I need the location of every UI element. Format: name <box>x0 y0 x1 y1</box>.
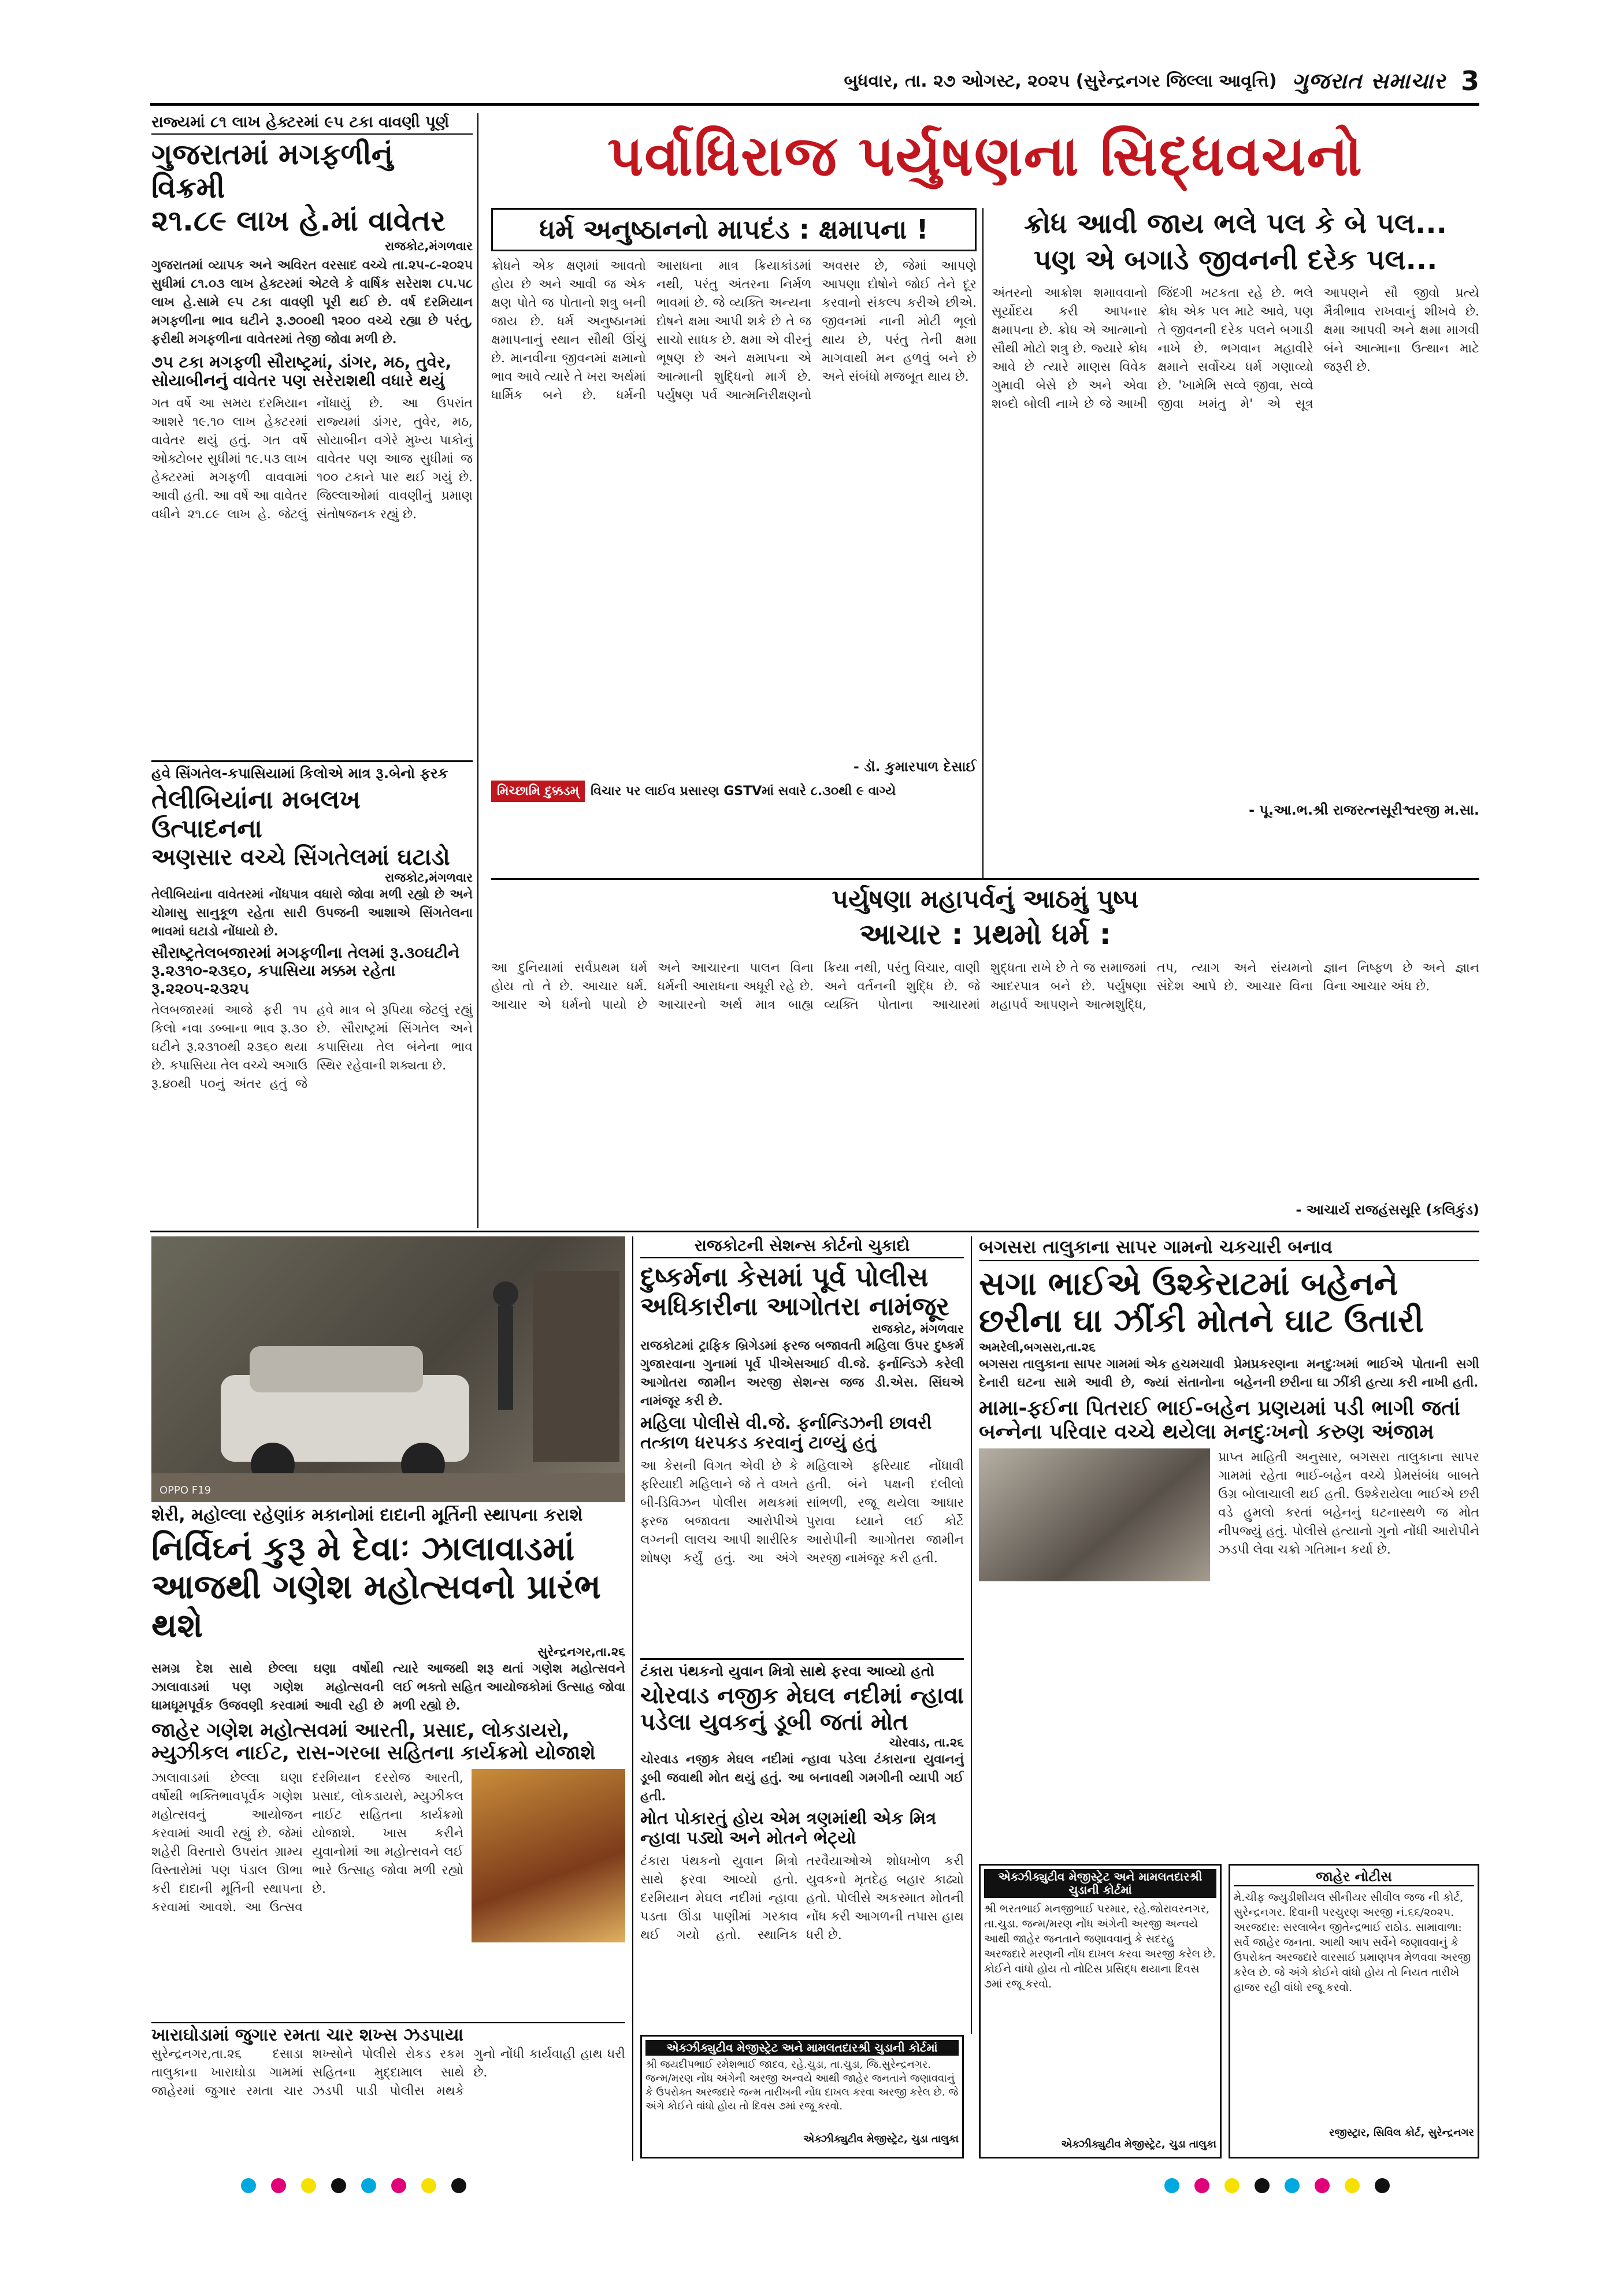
ganesh-lead: સમગ્ર દેશ સાથે છેલ્લા ઘણા વર્ષોથી ઝાલાવાડમાં પણ ગણેશ મહોત્સવની ધામધૂમપૂર્વક ઉજવણી કરવામાં આવી રહી છે ત્યારે આજથી શરૂ થતાં ગણેશ મહોત્સવને લઈ ભક્તો સહિત આયોજકોમાં ઉત્સાહ જોવા મળી રહ્યો છે. <box>151 1660 625 1713</box>
mid-right-divider <box>982 208 984 878</box>
oilseeds-subhead: સૌરાષ્ટ્રતેલબજારમાં મગફળીના તેલમાં રૂ.૩૦ઘટીને રૂ.૨૩૧૦-૨૩૬૦, કપાસિયા મક્કમ રહેતા રૂ.૨૨૦૫-૨૩૨૫ <box>151 943 460 998</box>
registration-dot-black-3 <box>1255 2178 1270 2193</box>
notice-chuda-2-footer: એક્ઝીક્યુટીવ મેજીસ્ટ્રેટ, ચુડા તાલુકા <box>1061 2138 1216 2150</box>
registration-dot-magenta-4 <box>1315 2178 1330 2193</box>
paryushan-story <box>491 885 1479 1226</box>
groundnut-dateline: રાજકોટ,મંગળવાર <box>385 239 473 253</box>
bagasara-headline-2: છરીના ઘા ઝીંકી મોતને ઘાટ ઉતારી <box>979 1302 1424 1340</box>
paryushan-headline-2: આચાર : પ્રથમો ધર્મ : <box>859 917 1111 951</box>
court-body: આ કેસની વિગત એવી છે કે ફરિયાદી મહિલાને જે તે વખતે બી-ડિવિઝન પોલીસ મથકમાં ફરજ બજાવતા આરોપીએ લગ્નની લાલચ આપી શારીરિક શોષણ કર્યું હતું. આ અંગે મહિલાએ ફરિયાદ નોંધાવી હતી. બંને પક્ષની દલીલો સાંભળી, રજૂ થયેલા આધાર પુરાવા ધ્યાને લઈ કોર્ટે આરોપીની આગોતરા જામીન અરજી નામંજૂર કરી હતી. <box>640 1458 964 1566</box>
groundnut-story <box>151 113 473 755</box>
gamble-body: સુરેન્દ્રનગર,તા.૨૬ દસાડા તાલુકાના ખારાઘોડા ગામમાં જાહેરમાં જુગાર રમતા ચાર શખ્સોને પોલીસે રોકડ રકમ સહિતના મુદ્દામાલ સાથે ઝડપી પાડી પોલીસ મથકે ગુનો નોંધી કાર્યવાહી હાથ ધરી છે. <box>151 2047 625 2099</box>
notice-court-public-header: જાહેર નોટીસ <box>1234 1869 1474 1886</box>
krodh-headline-2: પણ એ બગાડે જીવનની દરેક પલ... <box>1033 244 1438 277</box>
krodh-story <box>992 208 1479 878</box>
krodh-byline: - પૂ.આ.ભ.શ્રી રાજરત્નસૂરીશ્વરજી મ.સા. <box>1249 802 1479 819</box>
bagasara-headline-1: સગા ભાઈએ ઉશ્કેરાટમાં બહેનને <box>979 1265 1398 1303</box>
groundnut-kicker: રાજ્યમાં ૮૧ લાખ હેક્ટરમાં ૯૫ ટકા વાવણી પૂર્ણ <box>151 113 473 135</box>
court-lead: રાજકોટમાં ટ્રાફિક બ્રિગેડમાં ફરજ બજાવતી મહિલા ઉપર દુષ્કર્મ ગુજારવાના ગુનામાં પૂર્વ પીએસઆઈ વી.જે. ફર્નાન્ડિઝે કરેલી આગોતરા જામીન અરજી સેશન્સ જજ ડી.એસ. સિંઘએ નામંજૂર કરી છે. <box>640 1338 964 1409</box>
notice-court-public-body: મે.ચીફ જ્યુડીશીયલ સીનીયર સીવીલ જજ ની કોર્ટ, સુરેન્દ્રનગર. દિવાની પરચુરણ અરજી નં.૬૬/૨૦૨૫. અરજદાર: સરલાબેન જીતેન્દ્રભાઈ રાઠોડ. સામાવાળા: સર્વે જાહેર જનતા. આથી આપ સર્વેને જણાવવાનું કે ઉપરોક્ત અરજદારે વારસાઈ પ્રમાણપત્ર મેળવવા અરજી કરેલ છે. જે અંગે કોઈને વાંધો હોય તો નિયત તારીખે હાજર રહી વાંધો રજૂ કરવો. <box>1234 1890 1471 1994</box>
drown-dateline: ચોરવાડ, તા.૨૬ <box>889 1735 964 1749</box>
registration-dot-black-2 <box>451 2178 466 2193</box>
registration-dot-magenta <box>271 2178 286 2193</box>
oilseeds-lead: તેલીબિયાંના વાવેતરમાં નોંધપાત્ર વધારો જોવા મળી રહ્યો છે અને ચોમાસુ સાનુકૂળ રહેતા સારી ઉપજની આશાએ સિંગતેલના ભાવમાં ઘટાડો નોંધાયો છે. <box>151 886 473 939</box>
registration-dot-cyan-3 <box>1164 2178 1179 2193</box>
registration-dot-cyan-4 <box>1285 2178 1300 2193</box>
notice-chuda-1-footer: એક્ઝીક્યુટીવ મેજીસ્ટ્રેટ, ચુડા તાલુકા <box>803 2133 959 2145</box>
notice-chuda-2-body: શ્રી ભરતભાઈ મનજીભાઈ પરમાર, રહે.જોરાવરનગર, તા.ચુડા. જન્મ/મરણ નોંધ અંગેની અરજી અન્વયે આથી જાહેર જનતાને જણાવવાનું કે સદરહુ અરજદારે મરણની નોંધ દાખલ કરવા અરજી કરેલ છે. કોઈને વાંધો હોય તો નોટિસ પ્રસિદ્ધ થયાના દિવસ ૭માં રજૂ કરવો. <box>984 1903 1216 1990</box>
ganesh-pandal-photo <box>472 1769 625 1942</box>
ganesh-kicker: શેરી, મહોલ્લા રહેણાંક મકાનોમાં દાદાની મૂર્તિની સ્થાપના કરાશે <box>151 1506 583 1525</box>
masthead <box>751 64 1479 98</box>
notice-court-public <box>1229 1864 1479 2158</box>
lower-section-rule <box>150 1231 1479 1232</box>
banner <box>491 113 1479 200</box>
groundnut-headline-1: ગુજરાતમાં મગફળીનું વિક્રમી <box>151 138 394 205</box>
ganesh-subhead: જાહેર ગણેશ મહોત્સવમાં આરતી, પ્રસાદ, લોકડાયરો, મ્યુઝીકલ નાઈટ, રાસ-ગરબા સહિતના કાર્યક્રમો યોજાશે <box>151 1718 596 1764</box>
registration-dot-black-4 <box>1375 2178 1390 2193</box>
court-dateline: રાજકોટ, મંગળવાર <box>871 1321 964 1336</box>
registration-dot-cyan-2 <box>361 2178 376 2193</box>
registration-dot-yellow-3 <box>1224 2178 1240 2193</box>
notice-chuda-2-header: એક્ઝીક્યુટીવ મેજીસ્ટ્રેટ અને મામલતદારશ્રી ચુડાની કોર્ટમાં <box>984 1869 1216 1898</box>
street-photo-art <box>151 1236 625 1502</box>
ganesh-body: ઝાલાવાડમાં છેલ્લા ઘણા વર્ષોથી ભક્તિભાવપૂર્વક ગણેશ મહોત્સવનું આયોજન કરવામાં આવી રહ્યું છે. જેમાં શહેરી વિસ્તારો ઉપરાંત ગ્રામ્ય વિસ્તારોમાં પણ પંડાલ ઊભા કરી દાદાની મૂર્તિની સ્થાપના કરવામાં આવશે. આ ઉત્સવ દરમિયાન દરરોજ આરતી, પ્રસાદ, લોકડાયરો, મ્યુઝીકલ નાઈટ સહિતના કાર્યક્રમો યોજાશે. ખાસ કરીને યુવાનોમાં આ મહોત્સવને લઈ ભારે ઉત્સાહ જોવા મળી રહ્યો છે. <box>151 1770 463 1915</box>
oilseeds-headline-2: અણસાર વચ્ચે સિંગતેલમાં ઘટાડો <box>151 844 450 871</box>
bagasara-story <box>979 1236 1479 1860</box>
banner-title: પર્વાધિરાજ પર્યુષણના સિદ્ધવચનો <box>607 124 1363 188</box>
kshamapana-body: ક્રોધને એક ક્ષણમાં આવતો હોય છે અને આવી જ એક ક્ષણ પોતે જ પોતાનો શત્રુ બની જાય છે. ધર્મ અનુષ્ઠાનમાં ક્ષમાપનાનું સ્થાન સૌથી ઊંચું છે. માનવીના જીવનમાં ક્ષમાનો ભાવ આવે ત્યારે તે ખરા અર્થમાં ધાર્મિક બને છે. ધર્મની આરાધના માત્ર ક્રિયાકાંડમાં નથી, પરંતુ અંતરના નિર્મળ ભાવમાં છે. જે વ્યક્તિ અન્યના દોષને ક્ષમા આપી શકે છે તે જ સાચો સાધક છે. ક્ષમા એ વીરનું ભૂષણ છે અને ક્ષમાપના એ આત્માની શુદ્ધિનો માર્ગ છે. પર્યુષણ પર્વ આત્મનિરીક્ષણનો અવસર છે, જેમાં આપણે આપણા દોષોને જોઈ તેને દૂર કરવાનો સંકલ્પ કરીએ છીએ. જીવનમાં નાની મોટી ભૂલો થાય છે, પરંતુ તેની ક્ષમા માગવાથી મન હળવું બને છે અને સંબંધો મજબૂત થાય છે. <box>491 258 977 403</box>
registration-marks-left <box>151 2178 556 2193</box>
drown-body: ટંકારા પંથકનો યુવાન મિત્રો સાથે ફરવા આવ્યો હતો. દરમિયાન મેઘલ નદીમાં ન્હાવા પડતા ઊંડા પાણીમાં ગરકાવ થઈ ગયો હતો. સ્થાનિક તરવૈયાઓએ શોધખોળ કરી યુવકનો મૃતદેહ બહાર કાઢ્યો હતો. પોલીસે અકસ્માત મોતની નોંધ કરી આગળની તપાસ હાથ ધરી છે. <box>640 1853 964 1942</box>
oilseeds-dateline: રાજકોટ,મંગળવાર <box>385 870 473 885</box>
drown-headline-1: ચોરવાડ નજીક મેઘલ નદીમાં ન્હાવા <box>640 1682 964 1709</box>
court-story <box>640 1236 964 1652</box>
drown-subhead: મોત પોકારતું હોય એમ ત્રણમાંથી એક મિત્ર ન્હાવા પડ્યો અને મોતને ભેટ્યો <box>640 1808 937 1849</box>
notice-chuda-2 <box>979 1864 1222 2158</box>
ganesh-story <box>151 1506 625 2158</box>
registration-dot-yellow <box>301 2178 316 2193</box>
notice-chuda-1 <box>640 2035 964 2158</box>
krodh-headline-1: ક્રોધ આવી જાય ભલે પલ કે બે પલ... <box>1024 208 1447 240</box>
left-column-divider <box>477 113 478 1228</box>
broadcast-text: વિચાર પર લાઈવ પ્રસારણ GSTVમાં સવારે ૮.૩૦થી ૯ વાગ્યે <box>591 783 896 798</box>
bagasara-kicker: બગસરા તાલુકાના સાપર ગામનો ચકચારી બનાવ <box>979 1236 1479 1261</box>
kshamapana-story <box>491 208 977 878</box>
bagasara-body: પ્રાપ્ત માહિતી અનુસાર, બગસરા તાલુકાના સાપર ગામમાં રહેતા ભાઈ-બહેન વચ્ચે પ્રેમસંબંધ બાબતે ઉગ્ર બોલાચાલી થઈ હતી. ઉશ્કેરાયેલા ભાઈએ છરી વડે હુમલો કરતાં બહેનનું ઘટનાસ્થળે જ મોત નીપજ્યું હતું. પોલીસે હત્યાનો ગુનો નોંધી આરોપીને ઝડપી લેવા ચક્રો ગતિમાન કર્યા છે. <box>1218 1450 1479 1558</box>
notice-chuda-1-body: શ્રી જયદીપભાઈ રમેશભાઈ જાદવ, રહે.ચુડા, તા.ચુડા, જિ.સુરેન્દ્રનગર. જન્મ/મરણ નોંધ અંગેની અરજી અન્વયે આથી જાહેર જનતાને જણાવવાનું કે ઉપરોક્ત અરજદારે જન્મ તારીખની નોંધ દાખલ કરવા અરજી કરેલ છે. જે અંગે કોઈને વાંધો હોય તો દિવસ ૭માં રજૂ કરવો. <box>645 2059 959 2112</box>
registration-dot-magenta-2 <box>391 2178 406 2193</box>
court-bagasara-divider <box>971 1236 972 2034</box>
krodh-body: અંતરનો આક્રોશ શમાવવાનો સૂર્યોદય કરી આપનાર ક્ષમાપના છે. ક્રોધ એ આત્માનો સૌથી મોટો શત્રુ છે. જ્યારે ક્રોધ આવે છે ત્યારે માણસ વિવેક ગુમાવી બેસે છે અને એવા શબ્દો બોલી નાખે છે જે આખી જિંદગી ખટકતા રહે છે. ભલે ક્રોધ એક પલ માટે આવે, પણ તે જીવનની દરેક પલને બગાડી નાખે છે. ભગવાન મહાવીરે ક્ષમાને સર્વોચ્ચ ધર્મ ગણાવ્યો છે. 'ખામેમિ સવ્વે જીવા, સવ્વે જીવા ખમંતુ મે' એ સૂત્ર આપણને સૌ જીવો પ્રત્યે મૈત્રીભાવ રાખવાનું શીખવે છે. ક્ષમા આપવી અને ક્ષમા માગવી બંને આત્માના ઉત્થાન માટે જરૂરી છે. <box>992 286 1479 412</box>
notice-chuda-1-header: એક્ઝીક્યુટીવ મેજીસ્ટ્રેટ અને મામલતદારશ્રી ચુડાની કોર્ટમાં <box>645 2040 959 2056</box>
photo-caption: OPPO F19 <box>159 1484 211 1496</box>
masthead-rule <box>150 103 1479 106</box>
page-number: 3 <box>1460 65 1479 96</box>
paryushan-byline: - આચાર્ય રાજહંસસૂરિ (કલિકુંડ) <box>1296 1202 1479 1218</box>
broadcast-label: મિચ્છામિ દુક્કડમ્ <box>491 781 585 802</box>
registration-dot-yellow-2 <box>421 2178 436 2193</box>
registration-dot-cyan <box>241 2178 256 2193</box>
oilseeds-kicker: હવે સિંગતેલ-કપાસિયામાં કિલોએ માત્ર રૂ.બેનો ફરક <box>151 765 448 782</box>
drown-lead: ચોરવાડ નજીક મેઘલ નદીમાં ન્હાવા પડેલા ટંકારાના યુવાનનું ડૂબી જવાથી મોત થયું હતું. આ બનાવથી ગમગીની વ્યાપી ગઈ હતી. <box>640 1751 964 1804</box>
masthead-logo: ગુજરાત સમાચાર <box>1292 68 1446 94</box>
kshamapana-headline: ધર્મ અનુષ્ઠાનનો માપદંડ : ક્ષમાપના ! <box>491 208 977 251</box>
registration-dot-magenta-3 <box>1194 2178 1209 2193</box>
gamble-headline: ખારાઘોડામાં જુગાર રમતા ચાર શખ્સ ઝડપાયા <box>151 2022 625 2046</box>
oilseeds-story <box>151 760 473 1228</box>
court-kicker: રાજકોટની સેશન્સ કોર્ટનો ચુકાદો <box>640 1236 964 1258</box>
paryushan-body: આ દુનિયામાં સર્વપ્રથમ ધર્મ હોય તો તે છે. આચાર ધર્મ. આચાર એ ધર્મનો પાયો છે અને આચારના પાલન વિના ધર્મની આરાધના અધૂરી રહે છે. આચારનો અર્થ માત્ર બાહ્ય ક્રિયા નથી, પરંતુ વિચાર, વાણી અને વર્તનની શુદ્ધિ છે. જે વ્યક્તિ પોતાના આચારમાં શુદ્ધતા રાખે છે તે જ સમાજમાં આદરપાત્ર બને છે. પર્યુષણા મહાપર્વ આપણને આત્મશુદ્ધિ, તપ, ત્યાગ અને સંયમનો સંદેશ આપે છે. આચાર વિના જ્ઞાન નિષ્ફળ છે અને જ્ઞાન વિના આચાર અંધ છે. <box>491 961 1479 1013</box>
groundnut-body: ગત વર્ષે આ સમય દરમિયાન આશરે ૧૯.૧૦ લાખ હેક્ટરમાં વાવેતર થયું હતું. ગત વર્ષે ઓક્ટોબર સુધીમાં ૧૯.૫૩ લાખ હેક્ટરમાં મગફળી વાવવામાં આવી હતી. આ વર્ષે આ વાવેતર વધીને ૨૧.૮૯ લાખ હે. જેટલું નોંધાયું છે. આ ઉપરાંત રાજ્યમાં ડાંગર, તુવેર, મઠ, સોયાબીન વગેરે મુખ્ય પાકોનું વાવેતર પણ આજ સુધીમાં જ ૧૦૦ ટકાને પાર થઈ ગયું છે. જિલ્લાઓમાં વાવણીનું પ્રમાણ સંતોષજનક રહ્યું છે. <box>151 396 473 522</box>
ganesh-headline-2: આજથી ગણેશ મહોત્સવનો પ્રારંભ થશે <box>151 1567 601 1645</box>
court-subhead: મહિલા પોલીસે વી.જે. ફર્નાન્ડિઝની છાવરી તત્કાળ ધરપકડ કરવાનું ટાળ્યું હતું <box>640 1413 932 1454</box>
gstv-broadcast-box <box>491 781 977 802</box>
bagasara-lead: બગસરા તાલુકાના સાપર ગામમાં એક હચમચાવી દેનારી ઘટના સામે આવી છે, જ્યાં સંતાનોના પ્રેમપ્રકરણના મનદુઃખમાં ભાઈએ પોતાની સગી બહેનની છરીના ઘા ઝીંકી હત્યા કરી નાખી હતી. <box>979 1356 1479 1390</box>
registration-dot-yellow-4 <box>1345 2178 1360 2193</box>
masthead-dateline: બુધવાર, તા. ૨૭ ઓગસ્ટ, ૨૦૨૫ (સુરેન્દ્રનગર જિલ્લા આવૃત્તિ) <box>844 70 1277 91</box>
kshamapana-byline: - ડૉ. કુમારપાળ દેસાઈ <box>853 758 977 775</box>
paryushan-top-rule <box>491 878 1479 880</box>
groundnut-lead: ગુજરાતમાં વ્યાપક અને અવિરત વરસાદ વચ્ચે તા.૨૫-૮-૨૦૨૫ સુધીમાં ૮૧.૦૩ લાખ હેક્ટરમાં એટલે કે વાર્ષિક સરેરાશ ૮૫.૫૮ લાખ હે.સામે ૯૫ ટકા વાવણી પૂરી થઈ છે. વર્ષ દરમિયાન મગફળીના ભાવ ઘટીને રૂ.૭૦૦થી ૧૨૦૦ વચ્ચે રહ્યા છે પરંતુ, ફરીથી મગફળીના વાવેતરમાં તેજી જોવા મળી છે. <box>151 257 473 347</box>
notice-court-public-footer: રજીસ્ટ્રાર, સિવિલ કોર્ટ, સુરેન્દ્રનગર <box>1329 2126 1474 2139</box>
oilseeds-body: તેલબજારમાં આજે ફરી ૧૫ કિલો નવા ડબ્બાના ભાવ રૂ.૩૦ ઘટીને રૂ.૨૩૧૦થી ૨૩૬૦ થયા છે. કપાસિયા તેલ વચ્ચે અગાઉ રૂ.૪૦થી ૫૦નું અંતર હતું જે હવે માત્ર બે રૂપિયા જેટલું રહ્યું છે. સૌરાષ્ટ્રમાં સિંગતેલ અને કપાસિયા તેલ બંનેના ભાવ સ્થિર રહેવાની શક્યતા છે. <box>151 1003 473 1092</box>
registration-dot-black <box>331 2178 346 2193</box>
court-headline-2: અધિકારીના આગોતરા નામંજૂર <box>640 1292 949 1322</box>
drown-story <box>640 1658 964 2028</box>
photo-court-divider <box>632 1236 633 2161</box>
registration-marks-right <box>1075 2178 1479 2193</box>
ganesh-headline-1: નિર્વિઘ્નં કુરૂ મે દેવાઃ ઝાલાવાડમાં <box>151 1528 575 1568</box>
ganesh-dateline: સુરેન્દ્રનગર,તા.૨૬ <box>537 1644 625 1659</box>
groundnut-subhead: ૭૫ ટકા મગફળી સૌરાષ્ટ્રમાં, ડાંગર, મઠ, તુવેર, સોયાબીનનું વાવેતર પણ સરેરાશથી વધારે થયું <box>151 352 452 390</box>
bagasara-dateline: અમરેલી,બગસરા,તા.૨૬ <box>979 1340 1096 1354</box>
oilseeds-headline-1: તેલીબિયાંના મબલખ ઉત્પાદનના <box>151 785 361 844</box>
street-photo <box>151 1236 625 1502</box>
drown-headline-2: પડેલા યુવકનું ડૂબી જતાં મોત <box>640 1708 908 1736</box>
drown-kicker: ટંકારા પંથકનો યુવાન મિત્રો સાથે ફરવા આવ્યો હતો <box>640 1663 934 1680</box>
groundnut-headline-2: ૨૧.૮૯ લાખ હે.માં વાવેતર <box>151 204 446 238</box>
bagasara-subhead: મામા-ફઈના પિતરાઈ ભાઈ-બહેન પ્રણયમાં પડી ભાગી જતાં બન્નેના પરિવાર વચ્ચે થયેલા મનદુઃખનો કરુણ અંજામ <box>979 1396 1460 1444</box>
bagasara-photo <box>979 1448 1210 1581</box>
court-headline-1: દુષ્કર્મના કેસમાં પૂર્વ પોલીસ <box>640 1261 929 1293</box>
paryushan-headline-1: પર્યુષણા મહાપર્વનું આઠમું પુષ્પ <box>832 885 1139 914</box>
